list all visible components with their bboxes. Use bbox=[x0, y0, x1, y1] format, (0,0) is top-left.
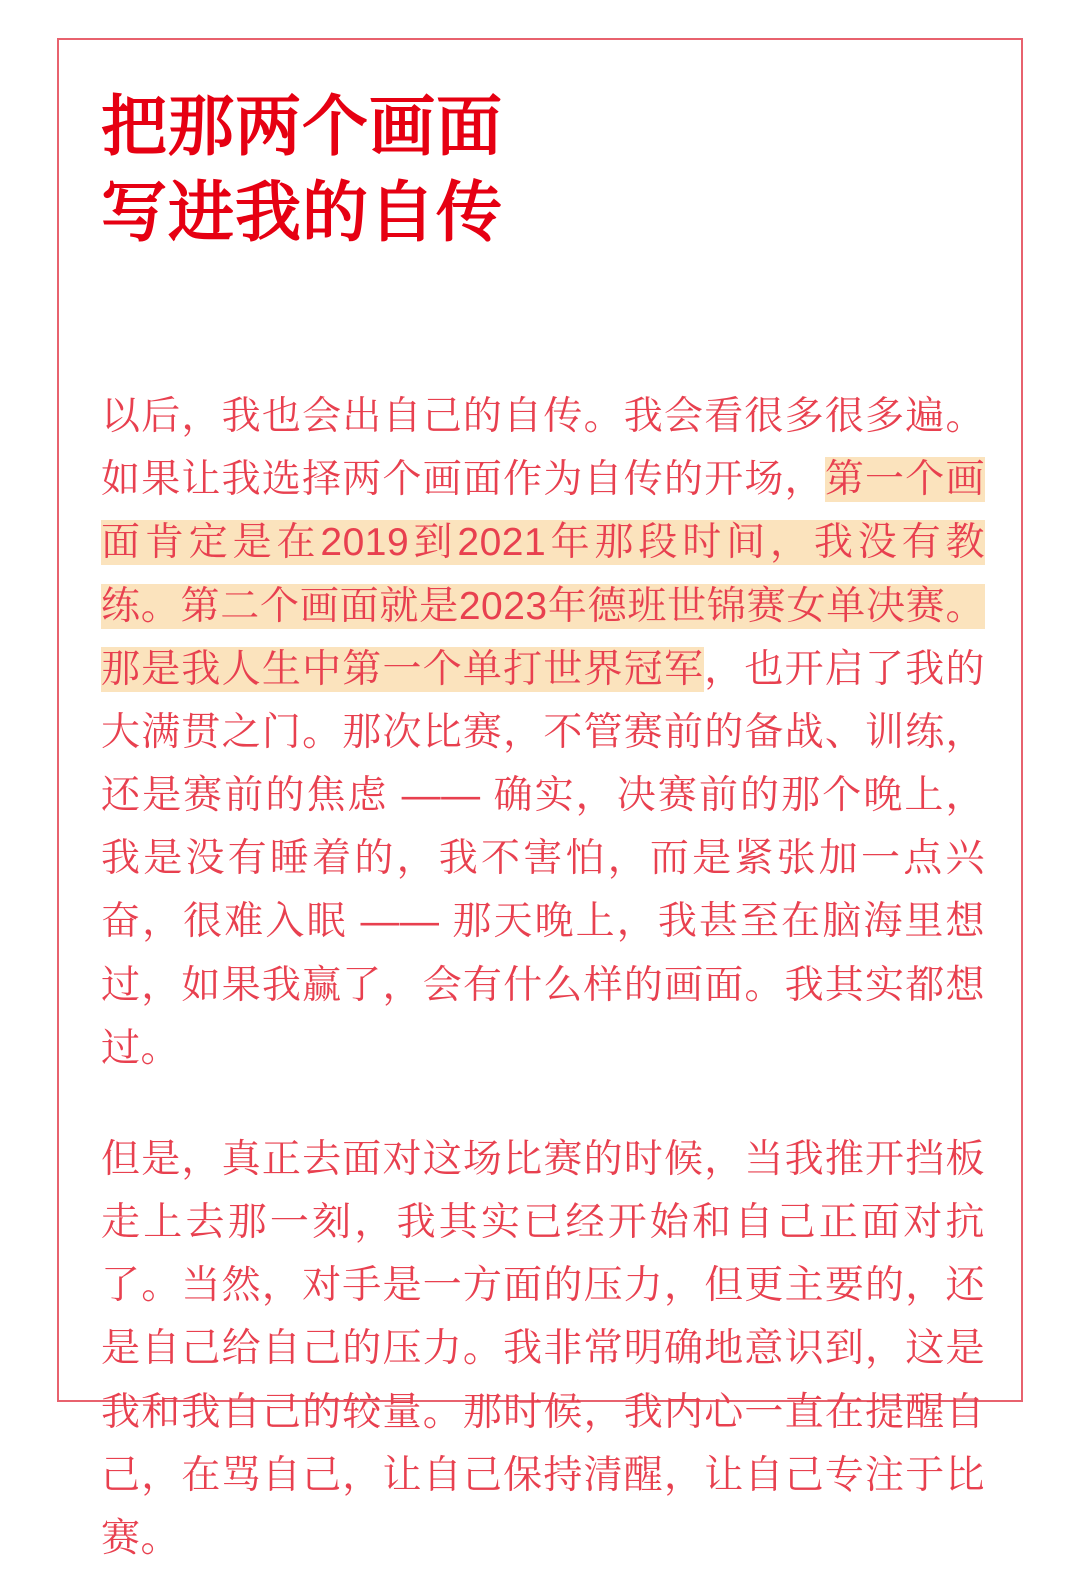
title-line-1: 把那两个画面 bbox=[101, 89, 503, 163]
text-segment: 但是，真正去面对这场比赛的时候，当我推开挡板走上去那一刻，我其实已经开始和自己正面对抗了。当然，对手是一方面的压力，但更主要的，还是自己给自己的压力。我非常明确地意识到，这是我和我自己的较量。那时候，我内心一直在提醒自己，在骂自己，让自己保持清醒，让自己专注于比赛。 bbox=[101, 1137, 985, 1560]
paragraph-2 bbox=[101, 1128, 985, 1570]
article-body bbox=[101, 385, 985, 1570]
text-segment: ，也开启了我的大满贯之门。那次比赛，不管赛前的备战、训练，还是赛前的焦虑 —— 确实，决赛前的那个晚上，我是没有睡着的，我不害怕，而是紧张加一点兴奋，很难入眠 —— 那天晚上，我甚至在脑海里想过，如果我赢了，会有什么样的画面。我其实都想过。 bbox=[101, 647, 985, 1070]
content-card bbox=[57, 38, 1023, 1560]
paragraph-1 bbox=[101, 385, 985, 1080]
page-title bbox=[101, 84, 961, 256]
highlighted-segment-2: 第二个画面就是2023年德班世锦赛女单决赛。那是我人生中第一个单打世界冠军 bbox=[101, 584, 985, 691]
title-line-2: 写进我的自传 bbox=[101, 174, 503, 249]
text-segment: 以后，我也会出自己的自传。我会看很多很多遍。如果让我选择两个画面作为自传的开场， bbox=[101, 395, 985, 502]
highlighted-segment-1: 第一个画面肯定是在2019到2021年那段时间，我没有教练。 bbox=[101, 458, 985, 628]
